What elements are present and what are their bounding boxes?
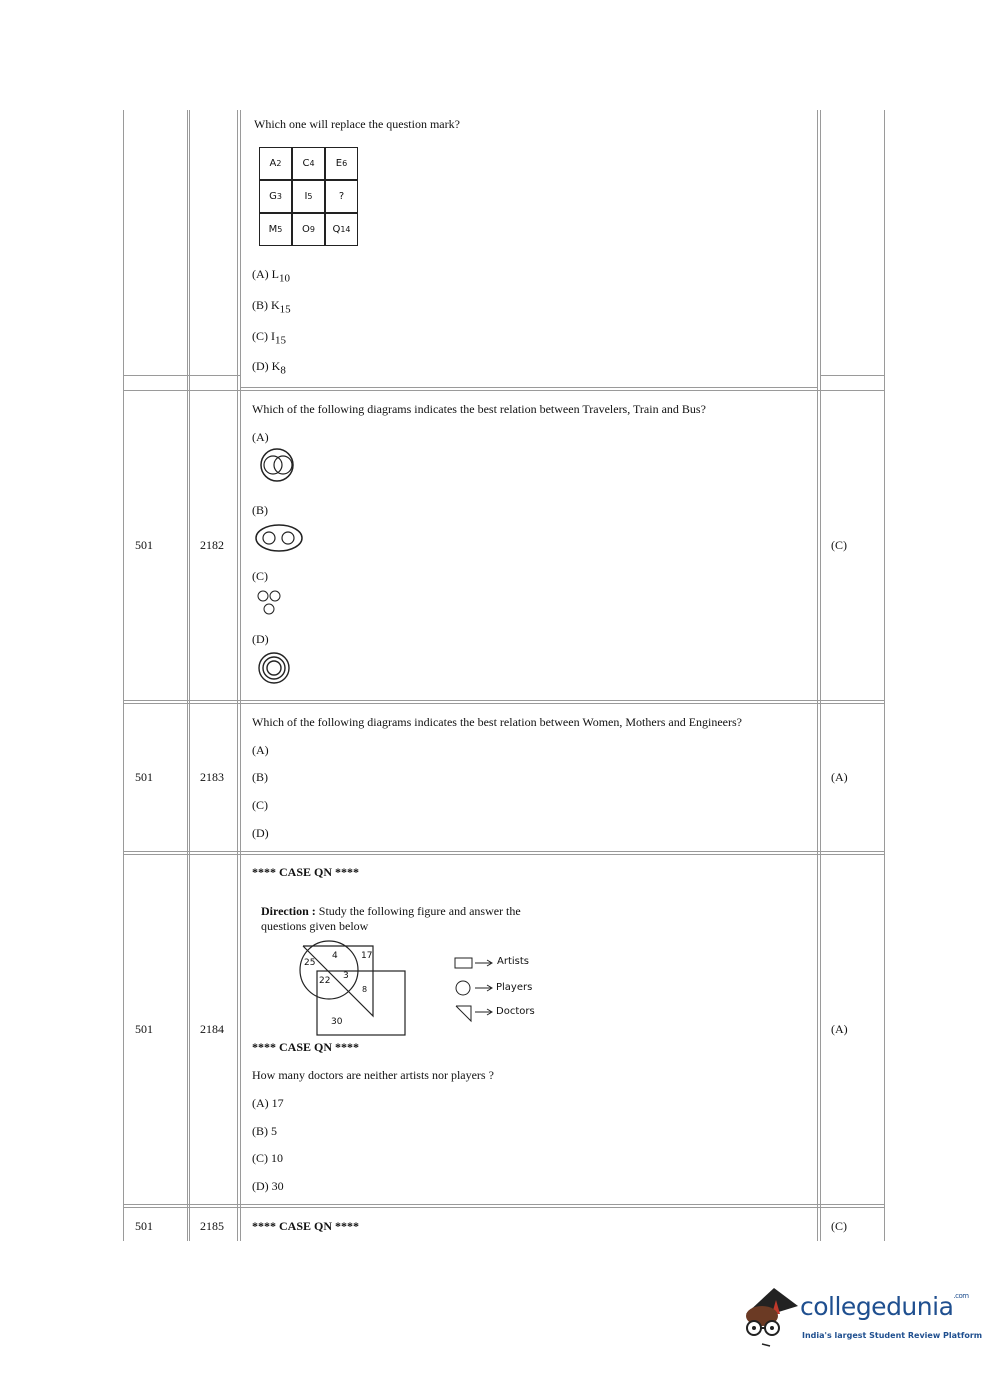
paper-code: 501 <box>135 770 153 784</box>
row-border <box>123 851 884 852</box>
option-c: (C) $I_{15}$ <box>252 329 286 347</box>
grid-cell: A 2 <box>259 147 292 180</box>
case-footer: **** CASE QN **** <box>252 1040 360 1054</box>
figure-label: 22 <box>319 976 331 986</box>
question-text: Which of the following diagrams indicates the best relation between Women, Mothers and Engineers? <box>252 715 743 729</box>
row-border <box>123 375 240 376</box>
legend-doctors: Doctors <box>496 1006 535 1017</box>
option-c: (C) <box>252 569 268 583</box>
table-border <box>884 110 885 1241</box>
question-number: 2184 <box>200 1022 224 1036</box>
grid-cell: M 5 <box>259 213 292 246</box>
option-d: (D) <box>252 826 269 840</box>
grid-cell: Q 14 <box>325 213 358 246</box>
option-a: (A) $L_{10}$ <box>252 267 290 285</box>
figure-label: 4 <box>332 951 338 961</box>
row-border <box>123 1207 884 1208</box>
question-text: Which one will replace the question mark? <box>254 117 460 131</box>
table-border <box>237 110 238 1241</box>
grid-cell: E 6 <box>325 147 358 180</box>
paper-code: 501 <box>135 538 153 552</box>
table-border <box>817 110 818 1241</box>
figure-label: 8 <box>362 985 368 994</box>
row-border <box>240 387 818 388</box>
grid-cell: C 4 <box>292 147 325 180</box>
answer-key: (A) <box>831 770 848 784</box>
row-border <box>123 390 884 391</box>
question-number: 2183 <box>200 770 224 784</box>
table-border <box>187 110 188 1241</box>
grid-cell: G 3 <box>259 180 292 213</box>
venn-diagram-d <box>258 652 292 686</box>
option-a: (A) <box>252 743 269 757</box>
row-border <box>123 854 884 855</box>
logo-tagline: India's largest Student Review Platform <box>802 1331 983 1340</box>
row-border <box>123 700 884 701</box>
triangle-icon <box>455 1005 495 1023</box>
option-b: (B) <box>252 770 268 784</box>
question-number: 2185 <box>200 1219 224 1233</box>
option-a: (A) 17 <box>252 1096 284 1110</box>
mascot-icon <box>740 1284 800 1348</box>
option-d: (D) <box>252 632 269 646</box>
figure-label: 17 <box>361 951 373 961</box>
figure-label: 3 <box>343 971 349 981</box>
answer-key: (C) <box>831 1219 847 1233</box>
venn-figure <box>296 936 416 1040</box>
case-header: **** CASE QN **** <box>252 1219 360 1233</box>
figure-label: 30 <box>331 1017 343 1027</box>
option-b: (B) $K_{15}$ <box>252 298 291 316</box>
option-a: (A) <box>252 430 269 444</box>
table-border <box>123 110 124 1241</box>
figure-label: 25 <box>304 958 316 968</box>
question-number: 2182 <box>200 538 224 552</box>
paper-code: 501 <box>135 1022 153 1036</box>
row-border <box>123 1204 884 1205</box>
option-d: (D) 30 <box>252 1179 284 1193</box>
table-border <box>820 110 821 1241</box>
table-border <box>240 110 241 1241</box>
option-d: (D) $K_8$ <box>252 359 286 377</box>
table-border <box>189 110 190 1241</box>
option-c: (C) 10 <box>252 1151 283 1165</box>
direction-text: Direction : Study the following figure and answer the <box>261 904 521 918</box>
paper-code: 501 <box>135 1219 153 1233</box>
row-border <box>123 703 884 704</box>
legend-artists: Artists <box>497 956 529 967</box>
option-b: (B) <box>252 503 268 517</box>
venn-diagram-c <box>256 589 284 617</box>
answer-key: (C) <box>831 538 847 552</box>
logo-wordmark: collegedunia$^{.com}$ <box>800 1292 969 1321</box>
rectangle-icon <box>454 957 494 969</box>
option-c: (C) <box>252 798 268 812</box>
grid-cell: ? <box>325 180 358 213</box>
circle-icon <box>455 980 495 996</box>
collegedunia-logo[interactable] <box>738 1282 983 1352</box>
venn-diagram-a <box>255 447 301 483</box>
answer-key: (A) <box>831 1022 848 1036</box>
question-text: How many doctors are neither artists nor players ? <box>252 1068 494 1082</box>
direction-text-line2: questions given below <box>261 919 369 933</box>
venn-diagram-b <box>254 523 304 553</box>
grid-cell: O 9 <box>292 213 325 246</box>
question-text: Which of the following diagrams indicates the best relation between Travelers, Train and Bus? <box>252 402 706 416</box>
option-b: (B) 5 <box>252 1124 277 1138</box>
row-border <box>820 375 884 376</box>
grid-cell: I 5 <box>292 180 325 213</box>
case-header: **** CASE QN **** <box>252 865 360 879</box>
legend-players: Players <box>496 982 533 993</box>
